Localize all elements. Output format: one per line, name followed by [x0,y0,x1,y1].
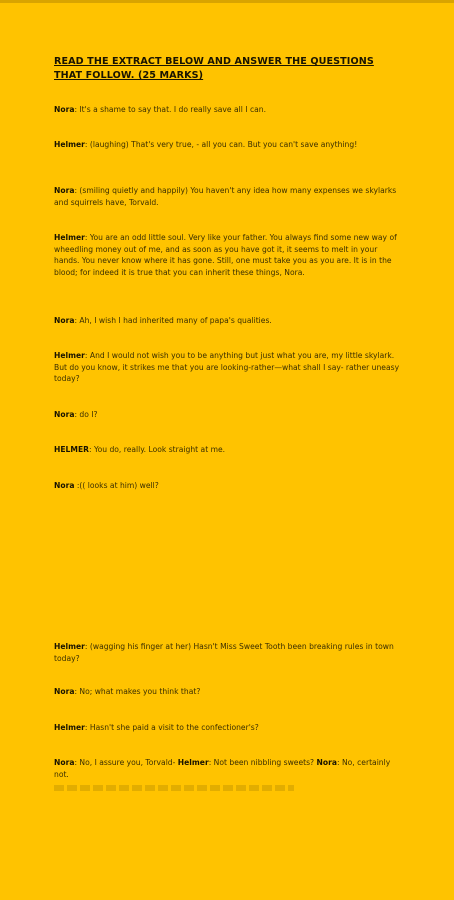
speaker-name: Helmer [54,140,85,149]
line-text: : You are an odd little soul. Very like your father. You always find some new way of wheedling money out of me, and as soon as you have got it, it seems to melt in your hands. You never know where it has gone. Still, one must take you as you are. It is in the blood; for indeed it is true that you can inherit these things, Nora. [54,233,397,277]
line-text: : No, certainly not. [54,758,391,779]
speaker-name: Helmer [54,351,85,360]
line-text: :(( looks at him) well? [74,481,159,490]
speaker-name: Nora [316,758,337,767]
dialogue-line [54,480,402,492]
speaker-name: Nora [54,410,75,419]
dialogue-line [54,722,402,734]
line-text: : Not been nibbling sweets? [208,758,317,767]
speaker-name: Nora [54,186,75,195]
dialogue-line [54,315,402,327]
dialogue-line [54,444,402,456]
line-text: : (wagging his finger at her) Hasn't Miss Sweet Tooth been breaking rules in town today? [54,642,394,663]
line-text: : And I would not wish you to be anything but just what you are, my little skylark. But do you know, it strikes me that you are looking-rather—what shall I say- rather uneasy today? [54,351,400,384]
speaker-name: Helmer [54,723,85,732]
speaker-name: Nora [54,481,75,490]
speaker-name: Helmer [54,233,85,242]
speaker-name: Nora [54,687,75,696]
dialogue-line [54,350,402,385]
line-text: : Ah, I wish I had inherited many of papa's qualities. [74,316,272,325]
top-border [0,0,454,3]
dialogue-line [54,757,402,780]
line-text: : No, I assure you, Torvald- [74,758,178,767]
speaker-name: Helmer [177,758,209,767]
dialogue-line [54,185,402,208]
line-text: : do I? [74,410,98,419]
speaker-name: Nora [54,105,75,114]
line-text: : Hasn't she paid a visit to the confectioner's? [84,723,259,732]
dialogue-line [54,232,402,278]
cut-off-text-line [54,785,294,791]
dialogue-line [54,409,402,421]
speaker-name: Nora [54,316,75,325]
dialogue-line [54,686,402,698]
line-text: : You do, really. Look straight at me. [88,445,226,454]
dialogue-line [54,641,402,664]
line-text: : (smiling quietly and happily) You haven't any idea how many expenses we skylarks and squirrels have, Torvald. [54,186,397,207]
line-text: : It's a shame to say that. I do really save all I can. [74,105,267,114]
extract-heading: READ THE EXTRACT BELOW AND ANSWER THE QUESTIONS THAT FOLLOW. (25 MARKS) [54,56,374,81]
line-text: : No; what makes you think that? [74,687,201,696]
line-text: : (laughing) That's very true, - all you can. But you can't save anything! [84,140,358,149]
speaker-name: Helmer [54,642,85,651]
speaker-name: HELMER [54,445,89,454]
speaker-name: Nora [54,758,75,767]
dialogue-line [54,104,402,116]
dialogue-line [54,139,402,151]
